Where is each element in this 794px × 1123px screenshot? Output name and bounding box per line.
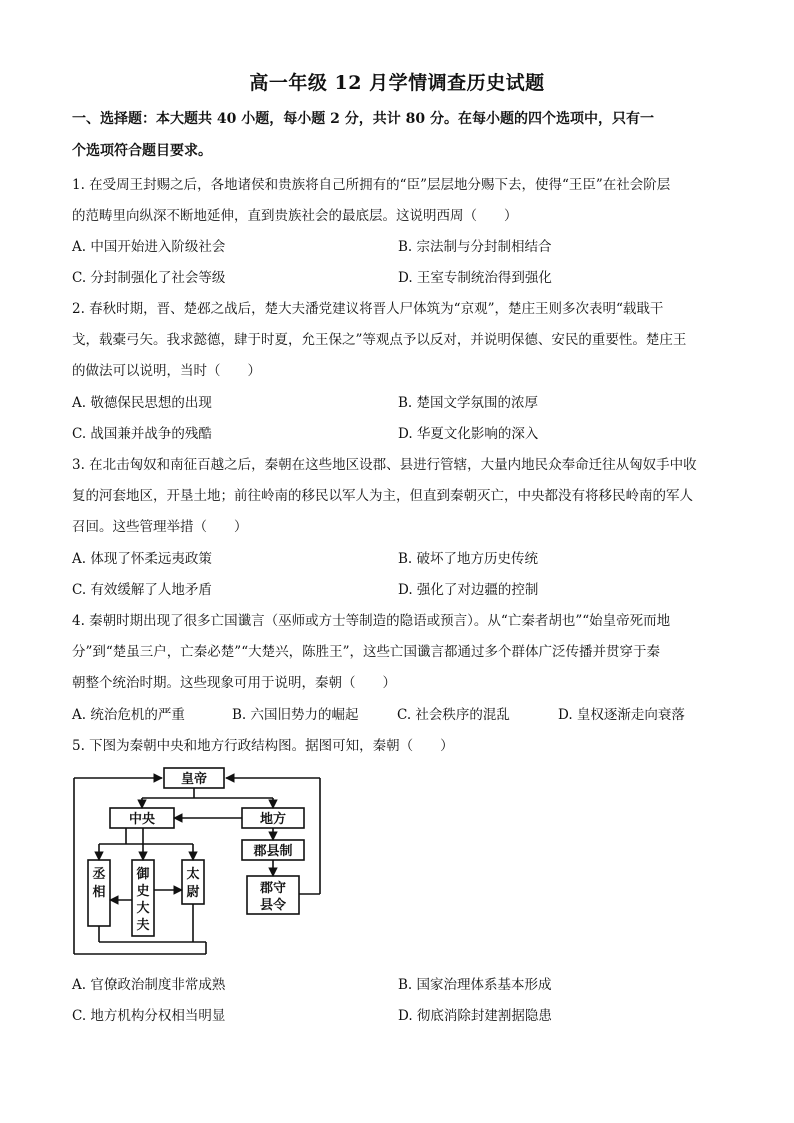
q1-option-d: D. 王室专制统治得到强化 xyxy=(398,270,552,286)
diagram-emperor-label: 皇帝 xyxy=(180,772,208,787)
q3-stem: 3. 在北击匈奴和南征百越之后，秦朝在这些地区设郡、县进行管辖，大量内地民众奉命迁往从匈奴手中收 xyxy=(72,457,697,473)
q1-option-b: B. 宗法制与分封制相结合 xyxy=(398,239,552,255)
q4-stem-cont2: 朝整个统治时期。这些现象可用于说明，秦朝（ ） xyxy=(72,675,396,691)
q3-option-d: D. 强化了对边疆的控制 xyxy=(398,582,539,598)
q3-option-c: C. 有效缓解了人地矛盾 xyxy=(72,582,212,598)
diagram-censor-char4: 夫 xyxy=(136,918,150,933)
diagram-officials-line2: 县令 xyxy=(259,898,287,913)
diagram-local-label: 地方 xyxy=(259,812,287,827)
q4-option-d: D. 皇权逐渐走向衰落 xyxy=(558,707,685,723)
diagram-censor-char3: 大 xyxy=(136,901,150,916)
q5-option-a: A. 官僚政治制度非常成熟 xyxy=(72,977,226,993)
q5-option-c: C. 地方机构分权相当明显 xyxy=(72,1008,226,1024)
q5-stem: 5. 下图为秦朝中央和地方行政结构图。据图可知，秦朝（ ） xyxy=(72,738,454,754)
q5-option-d: D. 彻底消除封建割据隐患 xyxy=(398,1008,552,1024)
q2-stem: 2. 春秋时期，晋、楚邲之战后，楚大夫潘党建议将晋人尸体筑为“京观”，楚庄王则多次表明“载戢干 xyxy=(72,301,664,317)
q4-option-b: B. 六国旧势力的崛起 xyxy=(232,707,359,723)
section-instruction: 一、选择题：本大题共 40 小题，每小题 2 分，共计 80 分。在每小题的四个选项中，只有一 xyxy=(72,111,654,127)
qin-admin-structure-diagram xyxy=(66,760,336,960)
exam-title: 高一年级 12 月学情调查历史试题 xyxy=(249,72,545,94)
q4-option-c: C. 社会秩序的混乱 xyxy=(397,707,510,723)
q2-option-a: A. 敬德保民思想的出现 xyxy=(72,395,212,411)
q2-option-c: C. 战国兼并战争的残酷 xyxy=(72,426,212,442)
q1-option-c: C. 分封制强化了社会等级 xyxy=(72,270,226,286)
q1-option-a: A. 中国开始进入阶级社会 xyxy=(72,239,226,255)
q2-stem-cont2: 的做法可以说明，当时（ ） xyxy=(72,363,261,379)
q4-stem-cont: 分”到“楚虽三户，亡秦必楚”“大楚兴，陈胜王”，这些亡国谶言都通过多个群体广泛传播并贯穿于秦 xyxy=(72,644,661,660)
q4-option-a: A. 统治危机的严重 xyxy=(72,707,185,723)
q1-stem-cont: 的范畴里向纵深不断地延伸，直到贵族社会的最底层。这说明西周（ ） xyxy=(72,208,518,224)
q3-option-a: A. 体现了怀柔远夷政策 xyxy=(72,551,212,567)
q2-option-d: D. 华夏文化影响的深入 xyxy=(398,426,539,442)
diagram-commander-char2: 尉 xyxy=(186,885,200,900)
diagram-censor-char2: 史 xyxy=(136,884,150,899)
section-instruction-cont: 个选项符合题目要求。 xyxy=(72,143,212,159)
diagram-chancellor-char1: 丞 xyxy=(92,867,106,882)
q3-stem-cont2: 召回。这些管理举措（ ） xyxy=(72,519,248,535)
q3-option-b: B. 破坏了地方历史传统 xyxy=(398,551,539,567)
q2-option-b: B. 楚国文学氛围的浓厚 xyxy=(398,395,539,411)
diagram-chancellor-char2: 相 xyxy=(92,885,106,900)
diagram-central-label: 中央 xyxy=(128,812,156,827)
diagram-commandery-label: 郡县制 xyxy=(253,844,293,859)
q2-stem-cont: 戈，载橐弓矢。我求懿德，肆于时夏，允王保之”等观点予以反对，并说明保德、安民的重要性。楚庄王 xyxy=(72,332,687,348)
q3-stem-cont: 复的河套地区，开垦土地；前往岭南的移民以军人为主，但直到秦朝灭亡，中央都没有将移民岭南的军人 xyxy=(72,488,693,504)
diagram-commander-char1: 太 xyxy=(186,867,200,882)
q4-stem: 4. 秦朝时期出现了很多亡国谶言（巫师或方士等制造的隐语或预言）。从“亡秦者胡也”“始皇帝死而地 xyxy=(72,613,671,629)
diagram-officials-line1: 郡守 xyxy=(259,881,287,896)
q1-stem: 1. 在受周王封赐之后，各地诸侯和贵族将自己所拥有的“臣”层层地分赐下去，使得“王臣”在社会阶层 xyxy=(72,177,671,193)
q5-option-b: B. 国家治理体系基本形成 xyxy=(398,977,552,993)
diagram-censor-char1: 御 xyxy=(136,867,150,882)
